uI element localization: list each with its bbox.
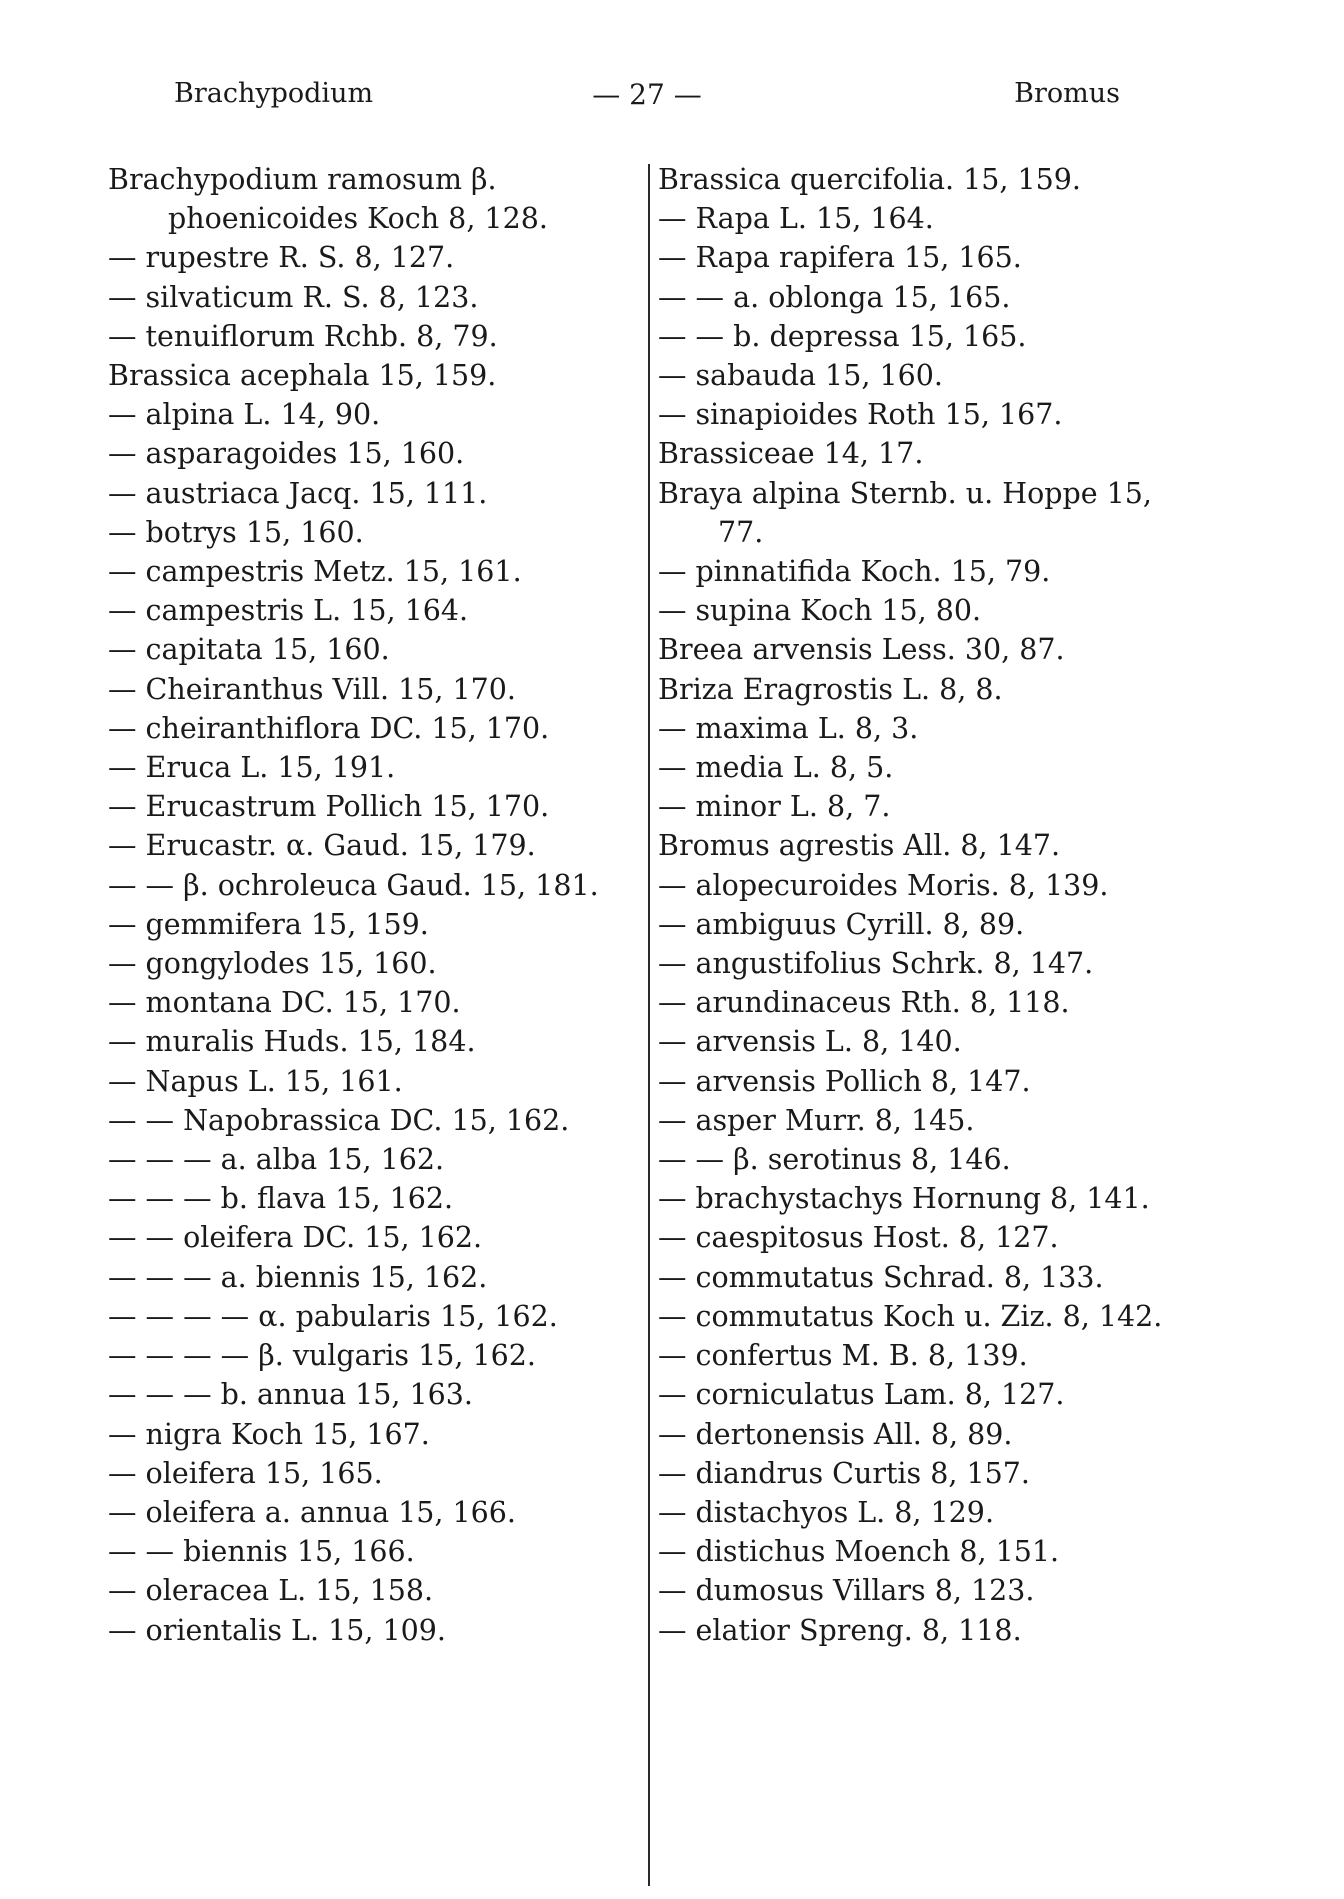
index-entry: — rupestre R. S. 8, 127. xyxy=(108,241,455,275)
index-entry: — montana DC. 15, 170. xyxy=(108,986,461,1020)
index-entry: — angustifolius Schrk. 8, 147. xyxy=(658,947,1094,981)
index-entry: — Erucastrum Pollich 15, 170. xyxy=(108,790,550,824)
index-entry: — diandrus Curtis 8, 157. xyxy=(658,1456,1030,1490)
page-header xyxy=(174,78,1120,118)
index-entry: — — b. depressa 15, 165. xyxy=(658,319,1027,353)
column-divider xyxy=(648,164,650,1886)
index-entry: — elatior Spreng. 8, 118. xyxy=(658,1613,1022,1647)
index-entry: Braya alpina Sternb. u. Hoppe 15, 77. xyxy=(658,476,1152,549)
index-entry: — pinnatifida Koch. 15, 79. xyxy=(658,555,1051,589)
index-entry: Brachypodium ramosum β. phoenicoides Koch 8, 128. xyxy=(108,163,548,236)
index-entry: — corniculatus Lam. 8, 127. xyxy=(658,1378,1065,1412)
index-entry: — botrys 15, 160. xyxy=(108,515,364,549)
index-entry: — Rapa L. 15, 164. xyxy=(658,202,934,236)
header-left-keyword: Brachypodium xyxy=(174,78,374,109)
page-number: — 27 — xyxy=(592,78,702,111)
index-entry: — dertonensis All. 8, 89. xyxy=(658,1417,1013,1451)
index-entry: — gongylodes 15, 160. xyxy=(108,947,437,981)
index-entry: — oleifera a. annua 15, 166. xyxy=(108,1495,516,1529)
index-entry: — — — a. biennis 15, 162. xyxy=(108,1260,488,1294)
index-entry: — Cheiranthus Vill. 15, 170. xyxy=(108,672,516,706)
index-entry: — Erucastr. α. Gaud. 15, 179. xyxy=(108,829,536,863)
index-entry: — distachyos L. 8, 129. xyxy=(658,1495,995,1529)
index-entry: — — — — β. vulgaris 15, 162. xyxy=(108,1339,536,1373)
index-entry: — — a. oblonga 15, 165. xyxy=(658,280,1011,314)
index-entry: — commutatus Koch u. Ziz. 8, 142. xyxy=(658,1299,1163,1333)
index-entry: — maxima L. 8, 3. xyxy=(658,711,919,745)
index-entry: — — — b. flava 15, 162. xyxy=(108,1182,454,1216)
index-entry: Bromus agrestis All. 8, 147. xyxy=(658,829,1061,863)
index-entry: Breea arvensis Less. 30, 87. xyxy=(658,633,1065,667)
index-entry: — cheiranthiflora DC. 15, 170. xyxy=(108,711,550,745)
index-entry: — alpina L. 14, 90. xyxy=(108,398,381,432)
index-entry: — Eruca L. 15, 191. xyxy=(108,751,396,785)
index-entry: Brassica acephala 15, 159. xyxy=(108,359,497,393)
index-entry: — muralis Huds. 15, 184. xyxy=(108,1025,476,1059)
index-entry: — nigra Koch 15, 167. xyxy=(108,1417,430,1451)
index-entry: — minor L. 8, 7. xyxy=(658,790,891,824)
left-column xyxy=(108,160,630,1650)
index-entry: — supina Koch 15, 80. xyxy=(658,594,982,628)
index-entry: — arvensis L. 8, 140. xyxy=(658,1025,962,1059)
index-entry: — asper Murr. 8, 145. xyxy=(658,1103,975,1137)
index-entry: — arvensis Pollich 8, 147. xyxy=(658,1064,1031,1098)
index-entry: — brachystachys Hornung 8, 141. xyxy=(658,1182,1150,1216)
index-entry: — Rapa rapifera 15, 165. xyxy=(658,241,1022,275)
index-entry: — dumosus Villars 8, 123. xyxy=(658,1574,1035,1608)
index-entry: — media L. 8, 5. xyxy=(658,751,894,785)
header-right-keyword: Bromus xyxy=(1014,78,1120,109)
index-entry: — commutatus Schrad. 8, 133. xyxy=(658,1260,1104,1294)
index-entry: — arundinaceus Rth. 8, 118. xyxy=(658,986,1070,1020)
index-entry: — alopecuroides Moris. 8, 139. xyxy=(658,868,1109,902)
index-entry: — — — — α. pabularis 15, 162. xyxy=(108,1299,558,1333)
index-entry: — campestris Metz. 15, 161. xyxy=(108,555,522,589)
index-entry: — silvaticum R. S. 8, 123. xyxy=(108,280,479,314)
index-entry: — gemmifera 15, 159. xyxy=(108,907,429,941)
index-entry: — sabauda 15, 160. xyxy=(658,359,943,393)
index-entry: — — β. ochroleuca Gaud. 15, 181. xyxy=(108,868,599,902)
index-entry: Brassica quercifolia. 15, 159. xyxy=(658,163,1081,196)
index-entry: Briza Eragrostis L. 8, 8. xyxy=(658,672,1003,706)
index-entry: — — Napobrassica DC. 15, 162. xyxy=(108,1103,570,1137)
index-entry: — capitata 15, 160. xyxy=(108,633,390,667)
index-entry: — caespitosus Host. 8, 127. xyxy=(658,1221,1059,1255)
index-entry: — orientalis L. 15, 109. xyxy=(108,1613,446,1647)
index-entry: — — oleifera DC. 15, 162. xyxy=(108,1221,483,1255)
index-entry: — tenuiflorum Rchb. 8, 79. xyxy=(108,319,498,353)
index-entry: — oleifera 15, 165. xyxy=(108,1456,383,1490)
index-entry: Brassiceae 14, 17. xyxy=(658,437,924,471)
index-entry: — — — b. annua 15, 163. xyxy=(108,1378,473,1412)
index-entry: — campestris L. 15, 164. xyxy=(108,594,469,628)
index-entry: — sinapioides Roth 15, 167. xyxy=(658,398,1063,432)
index-entry: — — β. serotinus 8, 146. xyxy=(658,1143,1011,1177)
index-entry: — Napus L. 15, 161. xyxy=(108,1064,403,1098)
index-entry: — oleracea L. 15, 158. xyxy=(108,1574,434,1608)
index-entry: — asparagoides 15, 160. xyxy=(108,437,465,471)
index-entry: — confertus M. B. 8, 139. xyxy=(658,1339,1028,1373)
index-entry: — — — a. alba 15, 162. xyxy=(108,1143,445,1177)
index-entry: — — biennis 15, 166. xyxy=(108,1535,415,1569)
index-entry: — austriaca Jacq. 15, 111. xyxy=(108,476,488,510)
index-entry: — ambiguus Cyrill. 8, 89. xyxy=(658,907,1025,941)
index-entry: — distichus Moench 8, 151. xyxy=(658,1535,1060,1569)
right-column xyxy=(658,160,1188,1650)
